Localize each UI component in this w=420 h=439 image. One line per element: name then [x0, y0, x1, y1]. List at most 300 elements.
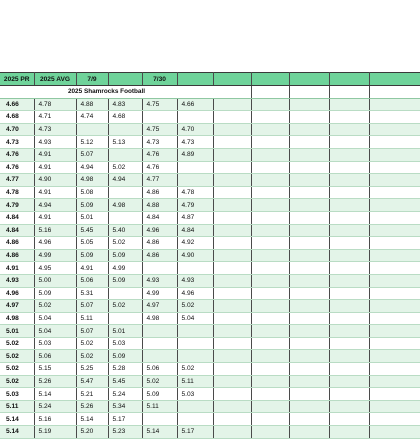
cell[interactable]: 5.02: [177, 300, 213, 313]
cell[interactable]: [213, 249, 251, 262]
cell[interactable]: [369, 249, 420, 262]
cell[interactable]: [329, 287, 369, 300]
cell[interactable]: [142, 413, 177, 426]
cell[interactable]: [289, 388, 329, 401]
cell[interactable]: [177, 337, 213, 350]
cell[interactable]: 5.02: [76, 350, 108, 363]
cell[interactable]: 4.94: [76, 161, 108, 174]
cell[interactable]: 5.09: [142, 388, 177, 401]
cell[interactable]: [369, 161, 420, 174]
cell[interactable]: 5.03: [34, 337, 76, 350]
cell[interactable]: [177, 262, 213, 275]
cell[interactable]: 4.94: [108, 174, 142, 187]
cell[interactable]: [329, 148, 369, 161]
cell[interactable]: 5.06: [142, 363, 177, 376]
cell[interactable]: 4.90: [177, 249, 213, 262]
cell[interactable]: 4.95: [34, 262, 76, 275]
cell[interactable]: [289, 123, 329, 136]
cell[interactable]: 5.11: [177, 375, 213, 388]
cell[interactable]: [142, 262, 177, 275]
cell[interactable]: 5.25: [76, 363, 108, 376]
cell[interactable]: [289, 287, 329, 300]
cell[interactable]: 5.09: [108, 274, 142, 287]
cell[interactable]: 5.09: [76, 199, 108, 212]
cell[interactable]: [251, 86, 289, 99]
cell[interactable]: 5.14: [34, 388, 76, 401]
cell[interactable]: 4.75: [142, 123, 177, 136]
column-header[interactable]: [369, 73, 420, 86]
cell[interactable]: [177, 325, 213, 338]
cell[interactable]: 4.92: [177, 237, 213, 250]
cell[interactable]: [251, 413, 289, 426]
column-header[interactable]: [177, 73, 213, 86]
cell[interactable]: 4.76: [142, 161, 177, 174]
cell[interactable]: 5.24: [34, 400, 76, 413]
cell[interactable]: 4.86: [142, 249, 177, 262]
cell[interactable]: [289, 136, 329, 149]
cell[interactable]: [329, 388, 369, 401]
cell[interactable]: [329, 123, 369, 136]
column-header[interactable]: 7/9: [76, 73, 108, 86]
pr-cell[interactable]: 5.02: [0, 337, 34, 350]
cell[interactable]: 4.83: [108, 98, 142, 111]
cell[interactable]: 5.04: [34, 325, 76, 338]
cell[interactable]: [369, 400, 420, 413]
cell[interactable]: [177, 413, 213, 426]
cell[interactable]: 5.19: [34, 426, 76, 439]
cell[interactable]: [329, 249, 369, 262]
pr-cell[interactable]: 5.01: [0, 325, 34, 338]
column-header[interactable]: [329, 73, 369, 86]
pr-cell[interactable]: 4.68: [0, 111, 34, 124]
cell[interactable]: 5.14: [142, 426, 177, 439]
cell[interactable]: [329, 413, 369, 426]
cell[interactable]: [369, 136, 420, 149]
cell[interactable]: [251, 287, 289, 300]
cell[interactable]: [289, 325, 329, 338]
cell[interactable]: [251, 111, 289, 124]
cell[interactable]: 5.31: [76, 287, 108, 300]
cell[interactable]: 5.09: [108, 249, 142, 262]
pr-cell[interactable]: 5.02: [0, 375, 34, 388]
pr-cell[interactable]: 5.02: [0, 363, 34, 376]
cell[interactable]: [177, 174, 213, 187]
cell[interactable]: 5.02: [177, 363, 213, 376]
cell[interactable]: 4.86: [142, 237, 177, 250]
cell[interactable]: [329, 237, 369, 250]
cell[interactable]: 4.97: [142, 300, 177, 313]
cell[interactable]: [369, 211, 420, 224]
cell[interactable]: 4.94: [34, 199, 76, 212]
cell[interactable]: 5.16: [34, 413, 76, 426]
cell[interactable]: [213, 337, 251, 350]
cell[interactable]: [329, 161, 369, 174]
cell[interactable]: [369, 111, 420, 124]
cell[interactable]: 5.20: [76, 426, 108, 439]
cell[interactable]: [108, 211, 142, 224]
cell[interactable]: 5.13: [108, 136, 142, 149]
column-header[interactable]: [251, 73, 289, 86]
column-header[interactable]: [108, 73, 142, 86]
cell[interactable]: 4.89: [177, 148, 213, 161]
cell[interactable]: 4.87: [177, 211, 213, 224]
pr-cell[interactable]: 4.73: [0, 136, 34, 149]
cell[interactable]: 4.79: [177, 199, 213, 212]
cell[interactable]: [369, 337, 420, 350]
pr-cell[interactable]: 5.03: [0, 388, 34, 401]
cell[interactable]: [329, 186, 369, 199]
cell[interactable]: [213, 262, 251, 275]
cell[interactable]: [251, 300, 289, 313]
cell[interactable]: 4.66: [177, 98, 213, 111]
cell[interactable]: [369, 224, 420, 237]
cell[interactable]: 4.91: [34, 161, 76, 174]
cell[interactable]: [213, 237, 251, 250]
cell[interactable]: 4.99: [142, 287, 177, 300]
cell[interactable]: [289, 274, 329, 287]
pr-cell[interactable]: 4.79: [0, 199, 34, 212]
cell[interactable]: [108, 123, 142, 136]
cell[interactable]: [289, 400, 329, 413]
pr-cell[interactable]: 4.98: [0, 312, 34, 325]
cell[interactable]: 4.88: [76, 98, 108, 111]
cell[interactable]: [251, 249, 289, 262]
cell[interactable]: 4.96: [142, 224, 177, 237]
cell[interactable]: [251, 350, 289, 363]
cell[interactable]: [251, 161, 289, 174]
cell[interactable]: [213, 287, 251, 300]
cell[interactable]: 5.02: [108, 161, 142, 174]
cell[interactable]: [251, 186, 289, 199]
cell[interactable]: 4.91: [76, 262, 108, 275]
cell[interactable]: [369, 86, 420, 99]
cell[interactable]: 5.03: [108, 337, 142, 350]
cell[interactable]: [329, 199, 369, 212]
pr-cell[interactable]: 4.93: [0, 274, 34, 287]
cell[interactable]: [329, 400, 369, 413]
cell[interactable]: [369, 148, 420, 161]
cell[interactable]: [213, 325, 251, 338]
cell[interactable]: [251, 211, 289, 224]
pr-cell[interactable]: 4.70: [0, 123, 34, 136]
cell[interactable]: [251, 274, 289, 287]
cell[interactable]: 5.09: [34, 287, 76, 300]
cell[interactable]: 5.45: [108, 375, 142, 388]
cell[interactable]: 5.02: [142, 375, 177, 388]
cell[interactable]: [369, 199, 420, 212]
cell[interactable]: [369, 237, 420, 250]
cell[interactable]: 5.21: [76, 388, 108, 401]
cell[interactable]: [213, 136, 251, 149]
cell[interactable]: [289, 375, 329, 388]
cell[interactable]: [369, 300, 420, 313]
column-header[interactable]: 2025 PR: [0, 73, 34, 86]
cell[interactable]: [369, 363, 420, 376]
cell[interactable]: 4.78: [177, 186, 213, 199]
cell[interactable]: 5.09: [108, 350, 142, 363]
cell[interactable]: 4.76: [142, 148, 177, 161]
cell[interactable]: 4.86: [142, 186, 177, 199]
cell[interactable]: 4.68: [108, 111, 142, 124]
pr-cell[interactable]: 4.86: [0, 237, 34, 250]
cell[interactable]: [177, 350, 213, 363]
cell[interactable]: [251, 98, 289, 111]
cell[interactable]: 5.12: [76, 136, 108, 149]
cell[interactable]: 5.23: [108, 426, 142, 439]
cell[interactable]: [213, 111, 251, 124]
cell[interactable]: 4.75: [142, 98, 177, 111]
cell[interactable]: [251, 375, 289, 388]
cell[interactable]: 5.04: [177, 312, 213, 325]
cell[interactable]: 5.26: [34, 375, 76, 388]
cell[interactable]: [177, 111, 213, 124]
cell[interactable]: [369, 186, 420, 199]
cell[interactable]: 4.71: [34, 111, 76, 124]
cell[interactable]: [76, 123, 108, 136]
cell[interactable]: [251, 337, 289, 350]
cell[interactable]: [289, 111, 329, 124]
cell[interactable]: 5.15: [34, 363, 76, 376]
cell[interactable]: 4.93: [142, 274, 177, 287]
cell[interactable]: [329, 426, 369, 439]
cell[interactable]: 5.47: [76, 375, 108, 388]
cell[interactable]: [289, 174, 329, 187]
cell[interactable]: 5.07: [76, 325, 108, 338]
cell[interactable]: 4.93: [34, 136, 76, 149]
pr-cell[interactable]: 4.84: [0, 224, 34, 237]
cell[interactable]: [108, 312, 142, 325]
cell[interactable]: [213, 148, 251, 161]
cell[interactable]: 4.98: [76, 174, 108, 187]
cell[interactable]: 4.77: [142, 174, 177, 187]
cell[interactable]: [329, 363, 369, 376]
cell[interactable]: [289, 148, 329, 161]
cell[interactable]: [251, 148, 289, 161]
cell[interactable]: 5.03: [177, 388, 213, 401]
cell[interactable]: [289, 224, 329, 237]
cell[interactable]: [289, 413, 329, 426]
cell[interactable]: [369, 375, 420, 388]
cell[interactable]: [369, 123, 420, 136]
cell[interactable]: [213, 86, 251, 99]
cell[interactable]: [251, 174, 289, 187]
cell[interactable]: [213, 350, 251, 363]
cell[interactable]: [289, 262, 329, 275]
cell[interactable]: [289, 337, 329, 350]
cell[interactable]: [251, 237, 289, 250]
cell[interactable]: [108, 287, 142, 300]
cell[interactable]: 4.91: [34, 148, 76, 161]
cell[interactable]: [329, 274, 369, 287]
cell[interactable]: [369, 312, 420, 325]
cell[interactable]: [329, 211, 369, 224]
cell[interactable]: [289, 300, 329, 313]
cell[interactable]: [289, 199, 329, 212]
cell[interactable]: [289, 98, 329, 111]
cell[interactable]: [289, 186, 329, 199]
cell[interactable]: [251, 363, 289, 376]
cell[interactable]: 5.09: [76, 249, 108, 262]
pr-cell[interactable]: 5.02: [0, 350, 34, 363]
cell[interactable]: 5.14: [76, 413, 108, 426]
cell[interactable]: [289, 161, 329, 174]
cell[interactable]: 4.99: [108, 262, 142, 275]
cell[interactable]: [369, 287, 420, 300]
cell[interactable]: 5.34: [108, 400, 142, 413]
cell[interactable]: [251, 136, 289, 149]
cell[interactable]: 4.91: [34, 186, 76, 199]
cell[interactable]: 5.40: [108, 224, 142, 237]
column-header[interactable]: [213, 73, 251, 86]
cell[interactable]: [213, 186, 251, 199]
cell[interactable]: [251, 388, 289, 401]
cell[interactable]: [213, 300, 251, 313]
cell[interactable]: [329, 174, 369, 187]
cell[interactable]: [142, 337, 177, 350]
cell[interactable]: 4.99: [34, 249, 76, 262]
cell[interactable]: 4.70: [177, 123, 213, 136]
cell[interactable]: [329, 337, 369, 350]
cell[interactable]: [177, 400, 213, 413]
cell[interactable]: [251, 426, 289, 439]
cell[interactable]: [251, 400, 289, 413]
cell[interactable]: 4.88: [142, 199, 177, 212]
cell[interactable]: [251, 199, 289, 212]
cell[interactable]: [213, 312, 251, 325]
cell[interactable]: 5.00: [34, 274, 76, 287]
cell[interactable]: 4.84: [177, 224, 213, 237]
pr-cell[interactable]: 5.14: [0, 426, 34, 439]
cell[interactable]: 5.11: [76, 312, 108, 325]
cell[interactable]: 4.98: [108, 199, 142, 212]
cell[interactable]: [289, 312, 329, 325]
cell[interactable]: [213, 426, 251, 439]
cell[interactable]: [329, 312, 369, 325]
column-header[interactable]: 2025 AVG: [34, 73, 76, 86]
cell[interactable]: [329, 136, 369, 149]
cell[interactable]: 4.96: [34, 237, 76, 250]
cell[interactable]: 4.73: [177, 136, 213, 149]
cell[interactable]: [213, 211, 251, 224]
cell[interactable]: 5.28: [108, 363, 142, 376]
cell[interactable]: 4.98: [142, 312, 177, 325]
cell[interactable]: [213, 363, 251, 376]
cell[interactable]: 5.08: [76, 186, 108, 199]
column-header[interactable]: 7/30: [142, 73, 177, 86]
cell[interactable]: [213, 274, 251, 287]
pr-cell[interactable]: 4.77: [0, 174, 34, 187]
pr-cell[interactable]: 4.66: [0, 98, 34, 111]
cell[interactable]: 4.91: [34, 211, 76, 224]
cell[interactable]: 5.02: [76, 337, 108, 350]
pr-cell[interactable]: 4.76: [0, 161, 34, 174]
cell[interactable]: [329, 224, 369, 237]
cell[interactable]: [289, 237, 329, 250]
cell[interactable]: [329, 375, 369, 388]
cell[interactable]: 5.02: [108, 300, 142, 313]
cell[interactable]: [329, 350, 369, 363]
cell[interactable]: [289, 426, 329, 439]
cell[interactable]: [213, 388, 251, 401]
pr-cell[interactable]: 4.76: [0, 148, 34, 161]
cell[interactable]: 4.74: [76, 111, 108, 124]
cell[interactable]: [213, 174, 251, 187]
cell[interactable]: [329, 111, 369, 124]
cell[interactable]: [329, 98, 369, 111]
cell[interactable]: 5.01: [108, 325, 142, 338]
cell[interactable]: 5.16: [34, 224, 76, 237]
cell[interactable]: [369, 388, 420, 401]
cell[interactable]: [251, 262, 289, 275]
cell[interactable]: [213, 199, 251, 212]
cell[interactable]: 5.24: [108, 388, 142, 401]
cell[interactable]: [213, 123, 251, 136]
cell[interactable]: [289, 249, 329, 262]
cell[interactable]: [213, 375, 251, 388]
column-header[interactable]: [289, 73, 329, 86]
cell[interactable]: [369, 413, 420, 426]
cell[interactable]: 4.93: [177, 274, 213, 287]
cell[interactable]: 4.73: [142, 136, 177, 149]
cell[interactable]: 5.07: [76, 300, 108, 313]
cell[interactable]: 5.05: [76, 237, 108, 250]
cell[interactable]: 5.07: [76, 148, 108, 161]
cell[interactable]: 4.78: [34, 98, 76, 111]
pr-cell[interactable]: 4.97: [0, 300, 34, 313]
cell[interactable]: [251, 224, 289, 237]
cell[interactable]: [213, 224, 251, 237]
cell[interactable]: [177, 161, 213, 174]
cell[interactable]: [251, 325, 289, 338]
cell[interactable]: [251, 312, 289, 325]
cell[interactable]: 5.45: [76, 224, 108, 237]
cell[interactable]: [108, 186, 142, 199]
cell[interactable]: 5.01: [76, 211, 108, 224]
cell[interactable]: 5.04: [34, 312, 76, 325]
cell[interactable]: 5.17: [177, 426, 213, 439]
pr-cell[interactable]: 4.86: [0, 249, 34, 262]
pr-cell[interactable]: 4.91: [0, 262, 34, 275]
pr-cell[interactable]: 4.78: [0, 186, 34, 199]
cell[interactable]: [369, 98, 420, 111]
cell[interactable]: [213, 400, 251, 413]
cell[interactable]: [213, 98, 251, 111]
cell[interactable]: [369, 350, 420, 363]
cell[interactable]: [329, 262, 369, 275]
cell[interactable]: [289, 86, 329, 99]
cell[interactable]: [329, 325, 369, 338]
cell[interactable]: 4.73: [34, 123, 76, 136]
cell[interactable]: [213, 413, 251, 426]
cell[interactable]: 4.96: [177, 287, 213, 300]
cell[interactable]: [289, 363, 329, 376]
cell[interactable]: [329, 86, 369, 99]
cell[interactable]: [142, 325, 177, 338]
pr-cell[interactable]: 5.14: [0, 413, 34, 426]
cell[interactable]: [369, 174, 420, 187]
cell[interactable]: [369, 262, 420, 275]
cell[interactable]: [289, 211, 329, 224]
cell[interactable]: [142, 350, 177, 363]
cell[interactable]: 5.17: [108, 413, 142, 426]
cell[interactable]: 5.26: [76, 400, 108, 413]
pr-cell[interactable]: 5.11: [0, 400, 34, 413]
cell[interactable]: 5.11: [142, 400, 177, 413]
cell[interactable]: 5.02: [34, 300, 76, 313]
cell[interactable]: [369, 426, 420, 439]
sheet-title[interactable]: 2025 Shamrocks Football: [0, 86, 213, 99]
cell[interactable]: [289, 350, 329, 363]
